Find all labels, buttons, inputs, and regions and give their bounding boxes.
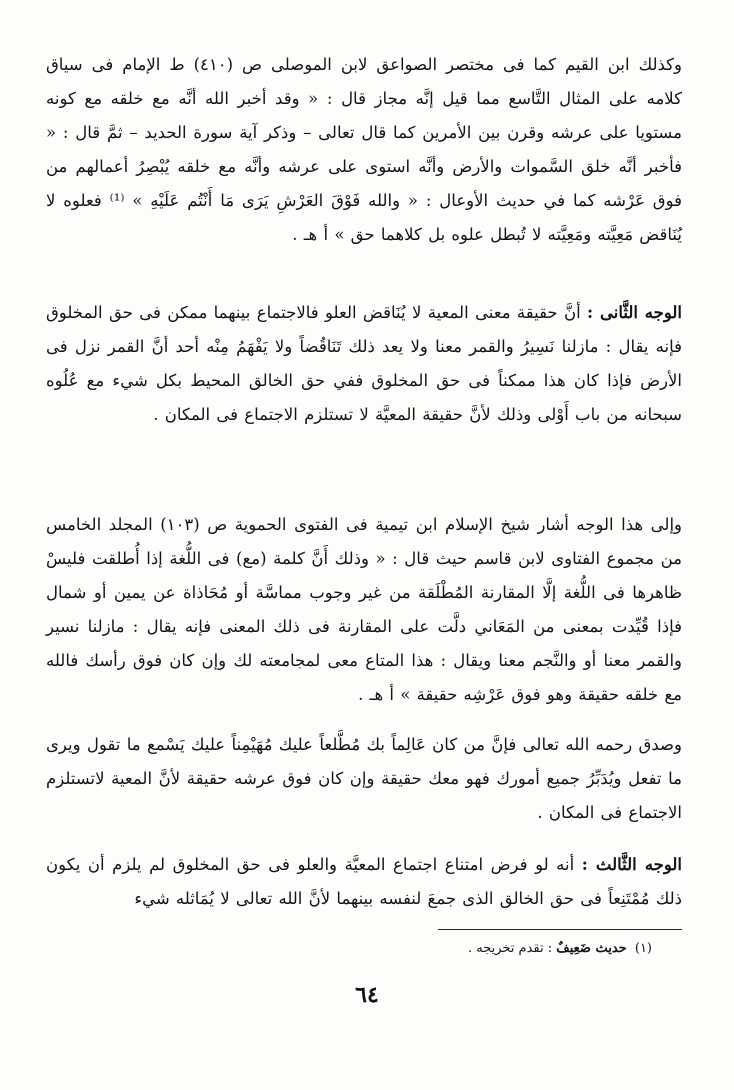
paragraph-body: وكذلك ابن القيم كما فى مختصر الصواعق لابن الموصلى ص (٤١٠) ط الإمام فى سياق كلامه على المثال التَّاسع مما قيل إنَّه مجاز قال : « وقد أخبر الله أنَّه مع خلقه مع كونه مستويا على عرشه وقرن بين الأمرين كما قال تعالى – وذكر آية سورة الحديد – ثمَّ قال : « فأخبر أنَّه خلق السَّموات والأرض وأنَّه استوى على عرشه وأنَّه مع خلقه يُبْصِرُ أعمالهم من فوق عَرْشه كما في حديث الأوعال : « والله فَوْقَ العَرْشِ يَرَى مَا أَنْتُم عَلَيْهِ » ⁽¹⁾ فعلوه لا يُنَاقض مَعِيَّته ومَعِيَّته لا تُبطل علوه بل كلاهما حق » أ هـ . [46,55,683,244]
paragraph-ibn-qayyim-quote [46,48,682,252]
paragraph-third-aspect [46,848,682,916]
paragraph-body: وإلى هذا الوجه أشار شيخ الإسلام ابن تيمية فى الفتوى الحموية ص (١٠٣) المجلد الخامس من مجموع الفتاوى لابن قاسم حيث قال : « وذلك أَنَّ كلمة (مع) فى اللُّغة إذا أُطلقت فليسْ ظاهرها فى اللُّغة إلَّا المقارنة المُطْلَقة من غير وجوب مماسَّة أو مُحَاذاة عن يمين أو شمال فإذا قُيِّدت بمعنى من المَعَاني دلَّت على المقارنة فى ذلك المعنى فإنه يقال : مازلنا نسير والقمر معنا أو والنَّجم معنا ويقال : هذا المتاع معى لمجامعته لك وإن كان فوق رأسك فالله مع خلقه حقيقة وهو فوق عَرْشِه حقيقة » أ هـ . [46,515,683,704]
section-heading: الوجه الثَّانى : [587,303,682,322]
paragraph-commentary [46,728,682,830]
paragraph-body: وصدق رحمه الله تعالى فإنَّ من كان عَالِماً بك مُطَّلعاً عليك مُهَيْمِناً عليك يَسْمع ما تقول ويرى ما تفعل ويُدَبِّرُ جميع أمورك فهو معك حقيقة وإن كان فوق عرشه حقيقة لأنَّ المعية لاتستلزم الاجتماع فى المكان . [46,735,682,822]
paragraph-body: أنه لو فرض امتناع اجتماع المعيَّة والعلو فى حق المخلوق لم يلزم أن يكون ذلك مُمْتَنِعاً فى حق الخالق الذى جمعَ لنفسه بينهما لأنَّ الله تعالى لا يُمَاثله شيء [46,855,682,908]
footnote-separator [438,929,682,930]
page-number: ٦٤ [355,982,379,1008]
section-heading: الوجه الثَّالث : [581,855,683,874]
paragraph-second-aspect [46,296,682,432]
footnote-label: حديث ضَعِيفٌ [556,941,627,956]
paragraph-ibn-taymiyyah-quote [46,508,682,712]
footnote-number: (١) [634,941,652,956]
footnote [468,938,652,960]
paragraph-body: أنَّ حقيقة معنى المعية لا يُنَاقض العلو فالاجتماع بينهما ممكن فى حق المخلوق فإنه يقال : مازلنا نَسِيرُ والقمر معنا ولا يعد ذلك تَنَاقُضاً ولا يَفْهَمُ مِنْه أحد أنَّ القمر نزل فى الأرض فإذا كان هذا ممكناً فى حق المخلوق ففي حق الخالق المحيط بكل شيء مع عُلُوه سبحانه من باب أَوْلى وذلك لأنَّ حقيقة المعيَّة لا تستلزم الاجتماع فى المكان . [46,303,682,424]
footnote-text: : تقدم تخريجه . [467,941,553,956]
